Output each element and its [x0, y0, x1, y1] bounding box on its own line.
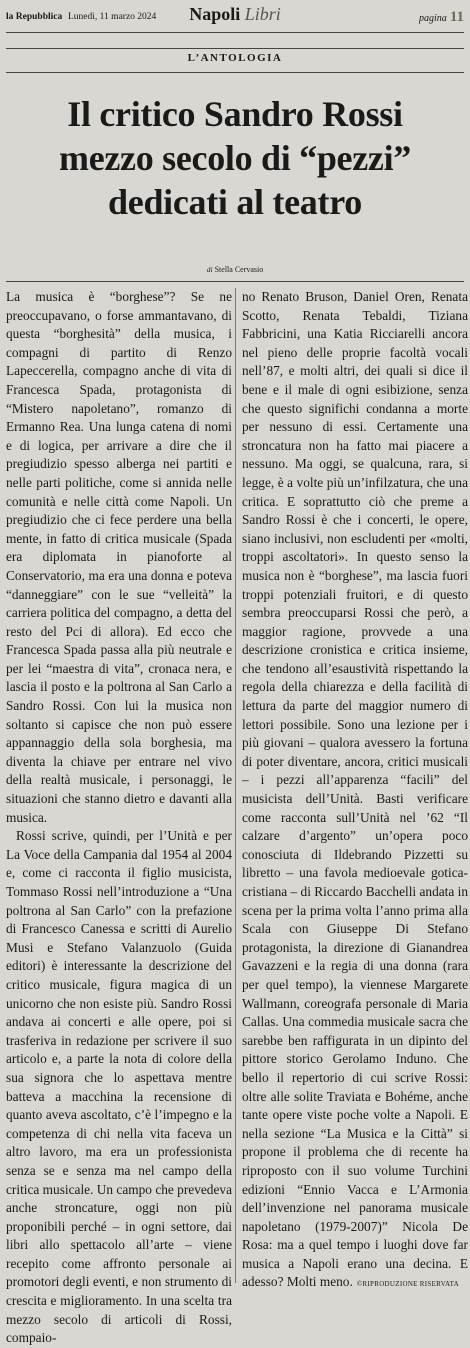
page-label: pagina — [419, 13, 447, 24]
article-column-right — [242, 288, 468, 1294]
kicker: L’ANTOLOGIA — [187, 52, 283, 64]
section-title — [6, 4, 464, 25]
paragraph-1: La musica è “borghese”? Se ne preoccupavano, o forse ammantavano, di questa “borghesità” della musica, i compagni di partito di Renzo Lapeccerella, compagno anche di vita di Francesca Spada, protagonista di “Mistero napoletano”, romanzo di Ermanno Rea. Una lunga catena di nomi e di logica, per arrivare a dire che il pregiudizio spesso alberga nei partiti e nelle parti politiche, come si annida nelle comunità e nelle città come Napoli. Un pregiudizio che ci fece perdere una bella mente, in fatto di critica musicale (Spada era diplomata in pianoforte al Conservatorio, ma era una donna e poteva “danneggiare” con le sue “velleità” la carriera politica del compagno, a detta del resto del Pci di allora). Ed ecco che Francesca Spada passa alla più neutrale e per lei “maestra di vita”, cronaca nera, e lascia il posto e la poltrona al San Carlo a Sandro Rossi. Con lui la musica non soltanto si capisce che non può essere appannaggio della sola borghesia, ma diventa la chiave per entrare nel vivo della realtà musicale, i personaggi, le situazioni che stanno dietro e davanti alla musica. — [6, 289, 232, 825]
headline-line-1: Il critico Sandro Rossi — [67, 94, 403, 134]
section-subname: Libri — [244, 4, 281, 24]
body-top-rule — [6, 281, 464, 282]
paragraph-3-text: no Renato Bruson, Daniel Oren, Renata Scotto, Renata Tebaldi, Tiziana Fabbricini, una Katia Ricciarelli ancora nel pieno delle proprie facoltà vocali nell’87, e molti altri, dei quali si dice il bene e il male di ogni esibizione, senza che questo significhi condanna a morte per nessuno di essi. Certamente una stroncatura non ha fatto mai piacere a nessuno. Ma oggi, se qualcuna, rara, si legge, è a volte più un’infilzatura, che una critica. E soprattutto ciò che preme a Sandro Rossi è che i concerti, le opere, siano inclusivi, non escludenti per «molti, troppi ascoltatori». In questo senso la musica non è “borghese”, ma lascia fuori troppi potenziali fruitori, e di questo sembra preoccuparsi Rossi che però, a maggior ragione, provvede a una descrizione cronistica e critica insieme, che tendono all’esaustività rispettando la regola della chiarezza e della facilità di lettura da parte del maggior numero di lettori possibile. Sono una lezione per i più giovani – qualora avessero la fortuna di poter diventare, ancora, critici musicali – i pezzi all’apparenza “facili” del musicista dell’Unità. Basti verificare come racconta sull’Unità nel ’62 “Il calzare d’argento” un’opera poco conosciuta di Ildebrando Pizzetti su libretto – una favola medioevale gotica-cristiana – di Riccardo Bacchelli andata in scena per la prima volta l’anno prima alla Scala con Giuseppe Di Stefano protagonista, la direzione di Gianandrea Gavazzeni e la regia di una donna (rara per quel tempo), la viennese Margarete Wallmann, coreografa personale di Maria Callas. Una commedia musicale sacra che sarebbe ben raffigurata in un dipinto del pittore storico Gerolamo Induno. Che bello il repertorio di cui scrive Rossi: oltre alle solite Traviata e Bohéme, anche tante opere viste poche volte a Napoli. E nella sezione “La Musica e la Città” si propone il problema che di recente ha riproposto con il suo volume Turchini edizioni “Ennio Vacca e L’Armonia dell’invenzione nel panorama musicale napoletano (1979-2007)” Nicola De Rosa: ma a quel tempo i luoghi dove far musica a Napoli erano una decina. E adesso? Molti meno. — [242, 289, 469, 1290]
section-name: Napoli — [189, 4, 241, 24]
newspaper-brand: la Repubblica — [6, 12, 63, 22]
reproduction-notice: ©RIPRODUZIONE RISERVATA — [356, 1280, 459, 1289]
byline-prefix: di — [206, 265, 213, 274]
masthead — [6, 4, 464, 33]
paragraph-2: Rossi scrive, quindi, per l’Unità e per La Voce della Campania dal 1954 al 2004 e, come ci racconta il figlio musicista, Tommaso Rossi nell’introduzione a “Una poltrona al San Carlo” con la prefazione di Francesco Canessa e scritti di Aurelio Musi e Stefano Valanzuolo (Guida editori) è interessante la descrizione del critico musicale, figura magica di un unicorno che non esiste più. Sandro Rossi andava ai concerti e alle opere, poi si trasferiva in redazione per scrivere il suo articolo e, a parte la nota di colore della sua signora che lo aspettava mentre batteva a macchina la recensione di quanto aveva ascoltato, c’è l’impegno e la competenza di chi nella vita faceva un altro lavoro, ma era un professionista senza se e senza ma nel campo della critica musicale. Un campo che prevedeva anche stroncature, oggi non più proponibili perché – in ogni settore, dai libri allo spettacolo all’arte – viene recepito come affronto personale ai promotori degli eventi, e non strumento di crescita e miglioramento. In una scelta tra mezzo secolo di articoli di Rossi, compaio- — [6, 828, 232, 1346]
kicker-bottom-rule — [6, 72, 464, 73]
byline — [0, 265, 470, 274]
article-column-left — [6, 288, 232, 1348]
byline-author: Stella Cervasio — [214, 265, 264, 274]
headline — [0, 92, 470, 224]
headline-line-3: dedicati al teatro — [108, 182, 362, 222]
page-indicator — [419, 9, 464, 26]
page-number: 11 — [449, 9, 464, 25]
column-divider — [235, 288, 236, 1283]
headline-line-2: mezzo secolo di “pezzi” — [59, 138, 411, 178]
kicker-top-rule — [6, 48, 464, 49]
paragraph-3 — [242, 288, 468, 1294]
issue-date: Lunedì, 11 marzo 2024 — [68, 12, 157, 22]
